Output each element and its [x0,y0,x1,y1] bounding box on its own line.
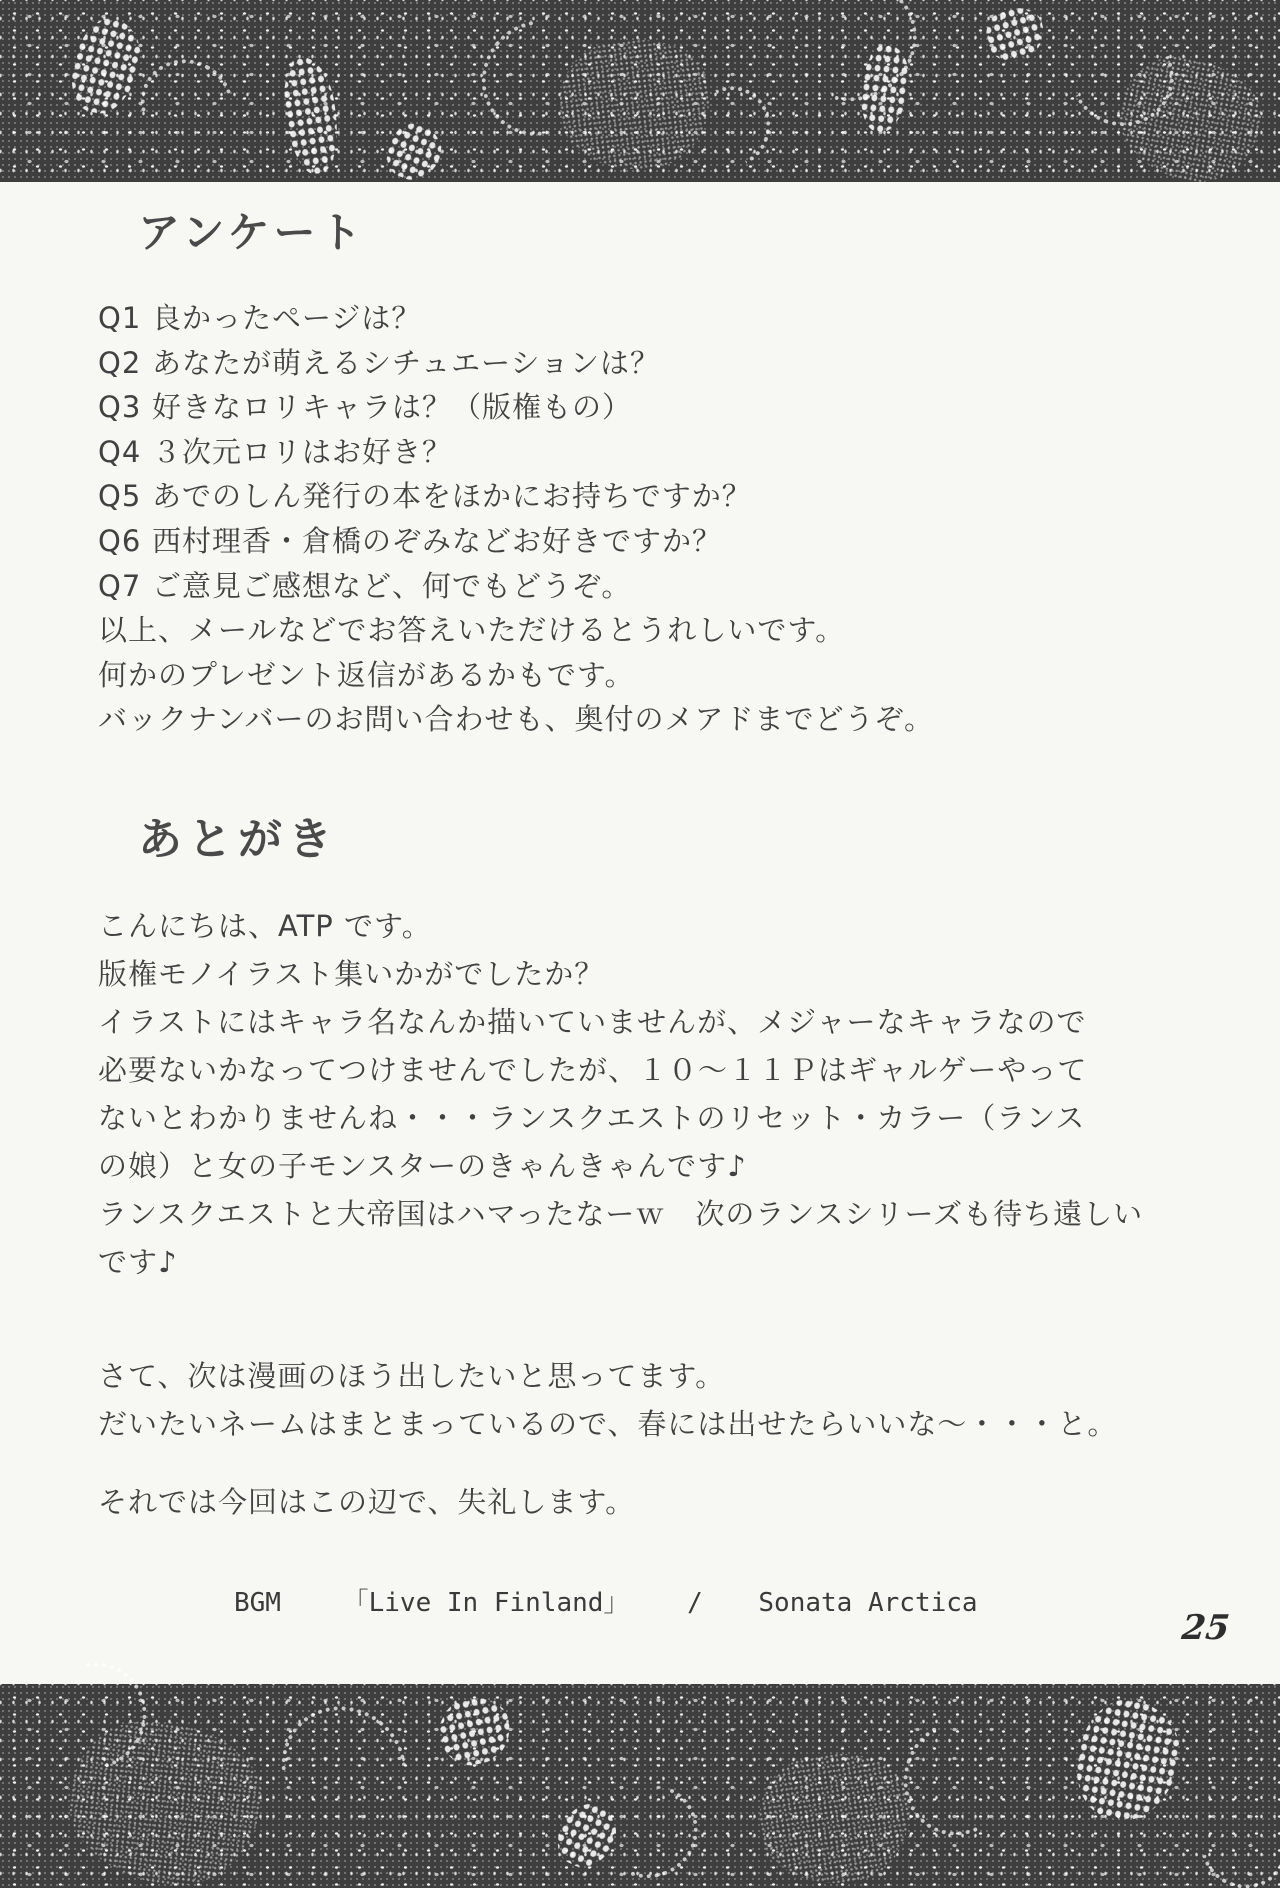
afterword-paragraph-3 [98,1478,1182,1526]
question-number: Q6 [98,523,142,558]
survey-title: アンケート [138,208,366,257]
lace-arc [887,1705,1028,1851]
survey-question [98,430,1182,475]
afterword-line: イラストにはキャラ名なんか描いていませんが、メジャーなキャラなので [98,1004,1087,1039]
bgm-label: BGM [234,1587,281,1618]
lace-arc [769,0,939,124]
survey-question [98,296,1182,341]
afterword-line: ランスクエストと大帝国はハマったなーｗ 次のランスシリーズも待ち遠しい [98,1196,1144,1231]
survey-notes [98,608,1182,742]
question-number: Q2 [98,345,142,380]
survey-note: 何かのプレゼント返信があるかもです。 [98,657,635,692]
question-text: ３次元ロリはお好き？ [152,434,453,469]
question-number: Q7 [98,568,142,603]
afterword-line: こんにちは、ATP です。 [98,908,432,943]
afterword-line: 版権モノイラスト集いかがでしたか？ [98,956,605,991]
lace-arc [1185,1788,1280,1888]
bgm-separator: / [687,1587,703,1618]
question-number: Q4 [98,434,142,469]
survey-question [98,474,1182,519]
question-text: ご意見ご感想など、何でもどうぞ。 [152,568,632,603]
survey-question [98,341,1182,386]
top-lace-border [0,0,1280,182]
lace-pattern-patch [434,1691,516,1770]
afterword-paragraph-2 [98,1352,1182,1448]
bgm-credit [98,1582,1182,1619]
lace-arc [124,42,249,165]
survey-question-list [98,296,1182,608]
question-text: 良かったページは？ [152,301,422,335]
lace-arc [587,1770,711,1888]
question-text: あなたが萌えるシチュエーションは？ [152,345,660,380]
survey-question [98,519,1182,564]
lace-pattern-patch [379,116,448,187]
afterword-line: それでは今回はこの辺で、失礼します。 [98,1484,636,1519]
question-text: 好きなロリキャラは？（版権もの） [152,390,633,425]
afterword-title: あとがき [138,813,338,865]
afterword-line: の娘）と女の子モンスターのきゃんきゃんです♪ [98,1148,747,1183]
survey-note: バックナンバーのお問い合わせも、奥付のメアドまでどうぞ。 [98,702,934,737]
lace-pattern-patch [63,12,148,121]
lace-arc [256,1681,431,1855]
afterword-line: だいたいネームはまとまっているので、春には出せたらいいな～・・・と。 [98,1406,1118,1441]
lace-pattern-patch [980,1,1050,67]
survey-note: 以上、メールなどでお答えいただけるとうれしいです。 [98,613,846,648]
question-text: 西村理香・倉橋のぞみなどお好きですか？ [152,523,723,558]
afterword-line: 必要ないかなってつけませんでしたが、１０～１１Ｐはギャルゲーやって [98,1052,1088,1087]
question-text: あでのしん発行の本をほかにお持ちですか？ [152,479,752,514]
survey-question [98,385,1182,430]
lace-pattern-patch [1068,1692,1187,1828]
afterword-line: ないとわかりませんね・・・ランスクエストのリセット・カラー（ランス [98,1100,1086,1135]
question-number: Q3 [98,390,142,425]
bottom-lace-border [0,1684,1280,1888]
lace-mesh-patch [750,1742,920,1888]
bgm-artist: Sonata Arctica [758,1587,978,1618]
afterword-line: さて、次は漫画のほう出したいと思ってます。 [98,1358,726,1393]
question-number: Q1 [98,301,142,335]
page-number: 25 [1179,1608,1232,1648]
afterword-line: です♪ [98,1244,178,1279]
afterword-paragraph-1 [98,902,1182,1286]
lace-pattern-patch [277,53,345,177]
survey-question [98,564,1182,609]
page-content [98,182,1182,1619]
question-number: Q5 [98,479,142,514]
bgm-song-title: 「Live In Finland」 [342,1587,630,1618]
